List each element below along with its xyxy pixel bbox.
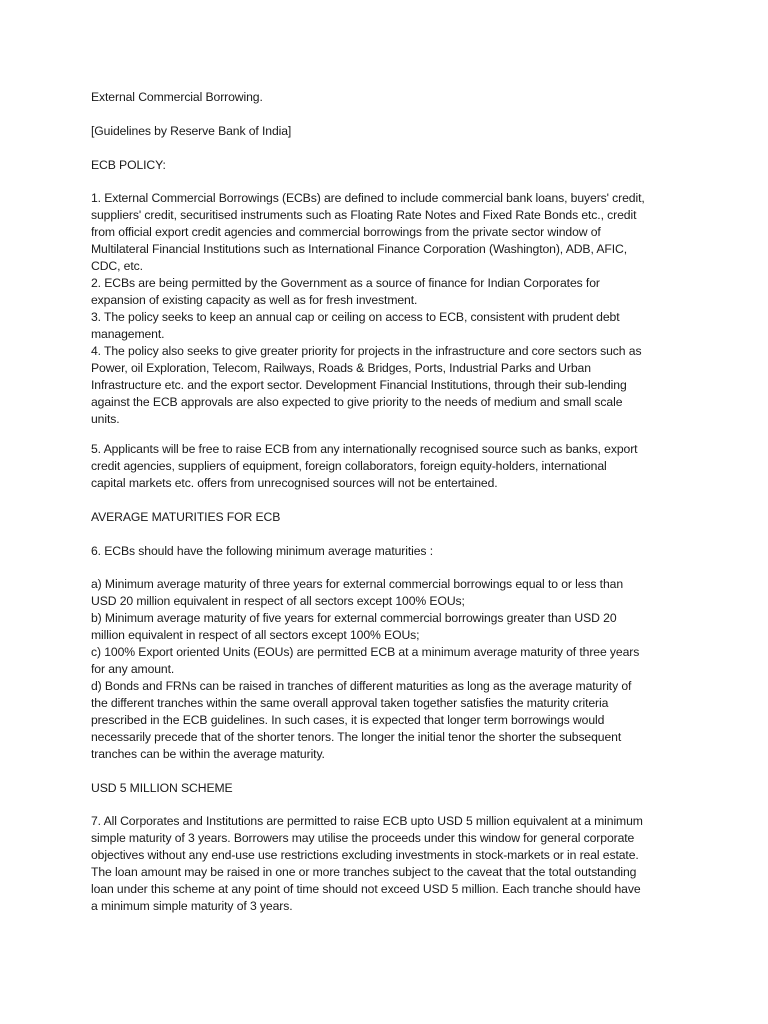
paragraph-item-6d bbox=[91, 678, 691, 763]
paragraph-item-6b bbox=[91, 610, 691, 644]
text-line: management. bbox=[91, 327, 165, 341]
paragraph-item-6c bbox=[91, 644, 691, 678]
text-line: 3. The policy seeks to keep an annual cap or ceiling on access to ECB, consistent with prudent debt bbox=[91, 310, 620, 324]
text-line: units. bbox=[91, 412, 120, 426]
text-line: million equivalent in respect of all sectors except 100% EOUs; bbox=[91, 628, 420, 642]
text-line: for any amount. bbox=[91, 662, 175, 676]
text-line: tranches can be within the average maturity. bbox=[91, 747, 325, 761]
text-line: USD 20 million equivalent in respect of all sectors except 100% EOUs; bbox=[91, 594, 465, 608]
paragraph-item-6: 6. ECBs should have the following minimum average maturities : bbox=[91, 544, 433, 558]
paragraph-item-7 bbox=[91, 813, 691, 915]
text-line: d) Bonds and FRNs can be raised in tranches of different maturities as long as the average maturity of bbox=[91, 679, 632, 693]
text-line: Power, oil Exploration, Telecom, Railways, Roads & Bridges, Ports, Industrial Parks and Urban bbox=[91, 361, 591, 375]
document-source: [Guidelines by Reserve Bank of India] bbox=[91, 124, 292, 138]
text-line: expansion of existing capacity as well as for fresh investment. bbox=[91, 293, 418, 307]
text-line: necessarily precede that of the shorter tenors. The longer the initial tenor the shorter the subsequent bbox=[91, 730, 622, 744]
text-line: c) 100% Export oriented Units (EOUs) are permitted ECB at a minimum average maturity of three years bbox=[91, 645, 640, 659]
text-line: loan under this scheme at any point of time should not exceed USD 5 million. Each tranche should have bbox=[91, 882, 641, 896]
document-body bbox=[91, 89, 691, 915]
paragraph-item-2 bbox=[91, 275, 691, 309]
text-line: b) Minimum average maturity of five years for external commercial borrowings greater than USD 20 bbox=[91, 611, 617, 625]
text-line: simple maturity of 3 years. Borrowers may utilise the proceeds under this window for general corporate bbox=[91, 831, 635, 845]
text-line: The loan amount may be raised in one or more tranches subject to the caveat that the total outstanding bbox=[91, 865, 637, 879]
text-line: 1. External Commercial Borrowings (ECBs) are defined to include commercial bank loans, buyers' credit, bbox=[91, 191, 645, 205]
text-line: a minimum simple maturity of 3 years. bbox=[91, 899, 293, 913]
text-line: credit agencies, suppliers of equipment, foreign collaborators, foreign equity-holders, international bbox=[91, 459, 607, 473]
paragraph-item-4 bbox=[91, 343, 691, 428]
text-line: a) Minimum average maturity of three years for external commercial borrowings equal to or less than bbox=[91, 577, 623, 591]
text-line: the different tranches within the same overall approval taken together satisfies the maturity criteria bbox=[91, 696, 609, 710]
text-line: 5. Applicants will be free to raise ECB from any internationally recognised source such as banks, export bbox=[91, 442, 638, 456]
maturities-heading: AVERAGE MATURITIES FOR ECB bbox=[91, 510, 281, 524]
text-line: 7. All Corporates and Institutions are permitted to raise ECB upto USD 5 million equivalent at a minimum bbox=[91, 814, 643, 828]
scheme-heading: USD 5 MILLION SCHEME bbox=[91, 781, 233, 795]
text-line: 2. ECBs are being permitted by the Government as a source of finance for Indian Corporates for bbox=[91, 276, 600, 290]
text-line: objectives without any end-use use restrictions excluding investments in stock-markets or in real estate. bbox=[91, 848, 639, 862]
text-line: 4. The policy also seeks to give greater priority for projects in the infrastructure and core sectors such as bbox=[91, 344, 642, 358]
text-line: suppliers' credit, securitised instruments such as Floating Rate Notes and Fixed Rate Bonds etc., credit bbox=[91, 208, 637, 222]
text-line: Infrastructure etc. and the export sector. Development Financial Institutions, through their sub-lending bbox=[91, 378, 627, 392]
text-line: capital markets etc. offers from unrecognised sources will not be entertained. bbox=[91, 476, 498, 490]
text-line: CDC, etc. bbox=[91, 259, 143, 273]
document-title: External Commercial Borrowing. bbox=[91, 90, 263, 104]
text-line: prescribed in the ECB guidelines. In such cases, it is expected that longer term borrowings would bbox=[91, 713, 605, 727]
paragraph-item-6a bbox=[91, 576, 691, 610]
text-line: Multilateral Financial Institutions such as International Finance Corporation (Washington), ADB, AFIC, bbox=[91, 242, 628, 256]
paragraph-item-5 bbox=[91, 441, 691, 492]
paragraph-item-1 bbox=[91, 190, 691, 275]
paragraph-item-3 bbox=[91, 309, 691, 343]
text-line: against the ECB approvals are also expected to give priority to the needs of medium and small scale bbox=[91, 395, 623, 409]
policy-heading: ECB POLICY: bbox=[91, 158, 166, 172]
text-line: from official export credit agencies and commercial borrowings from the private sector window of bbox=[91, 225, 601, 239]
